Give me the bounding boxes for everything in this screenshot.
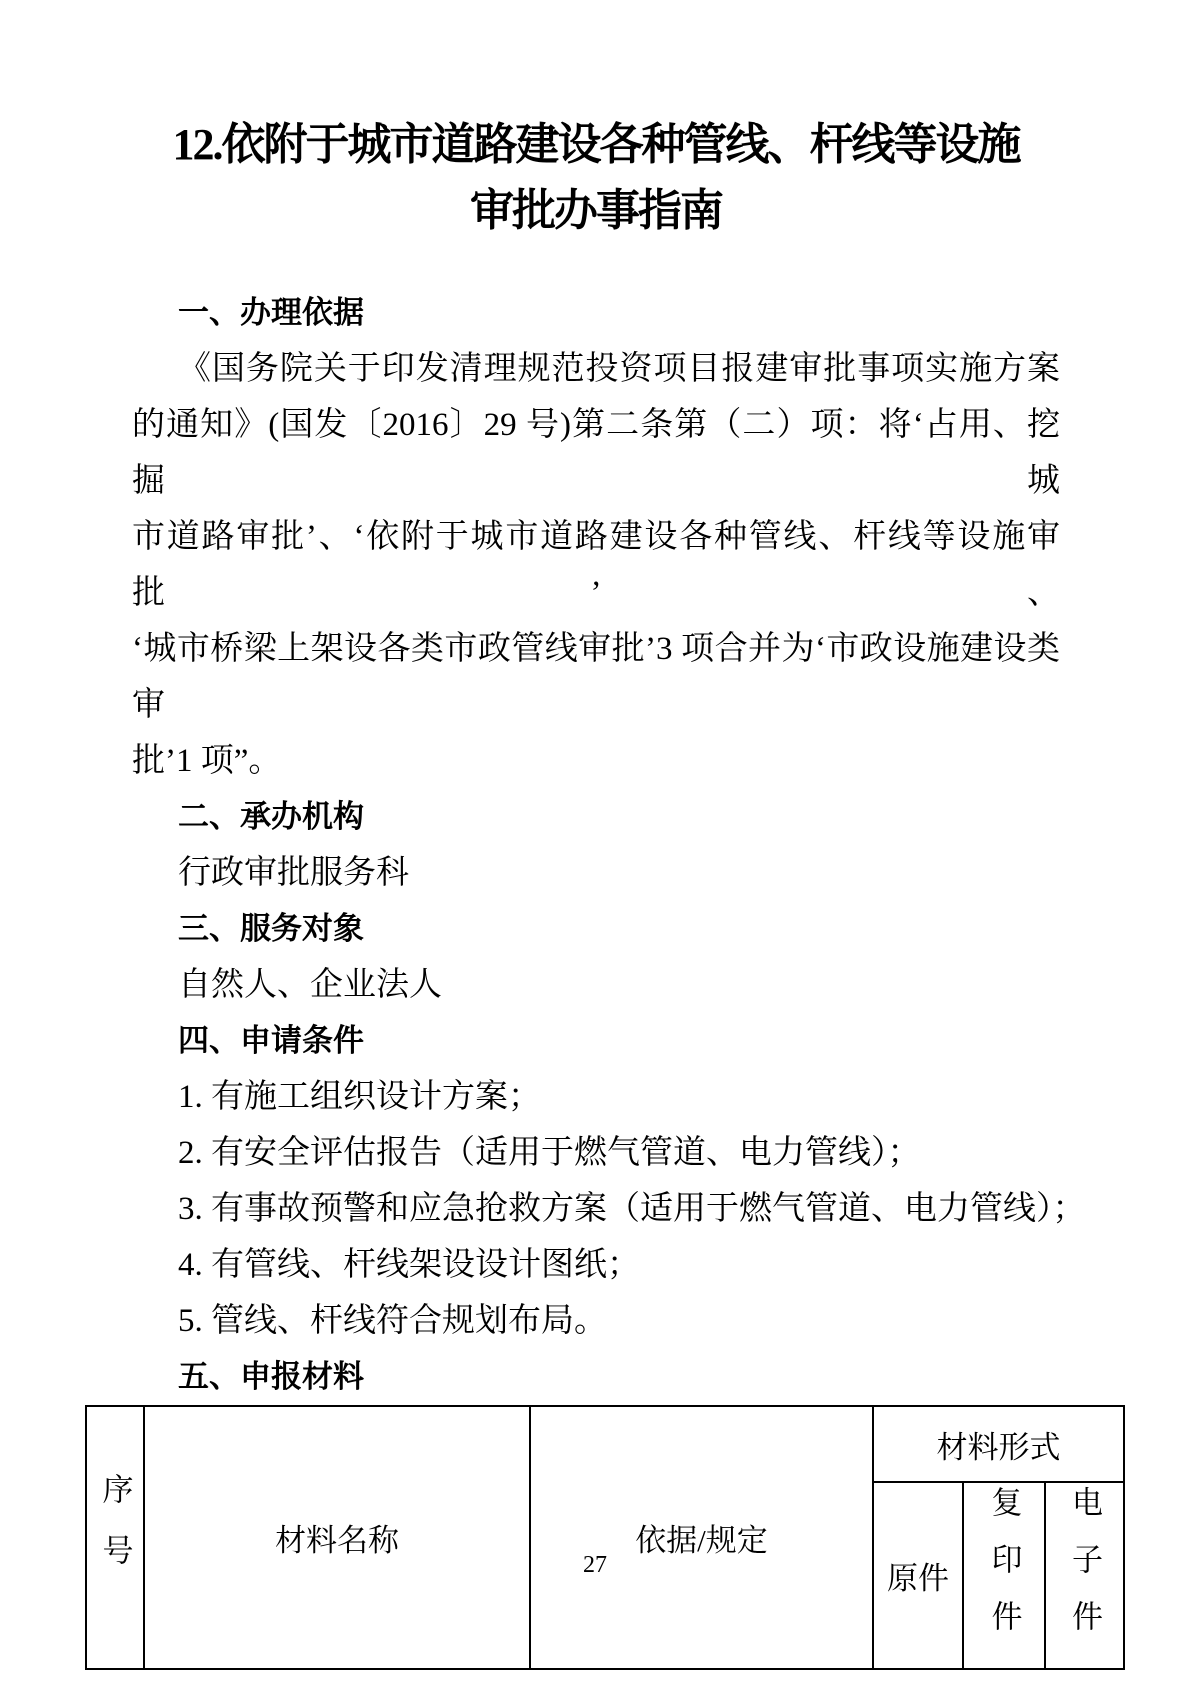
paragraph-line: 《国务院关于印发清理规范投资项目报建审批事项实施方案 — [178, 351, 1060, 387]
condition-item: 4. 有管线、杆线架设设计图纸； — [178, 1247, 640, 1283]
document-content — [97, 112, 1102, 1670]
condition-item: 1. 有施工组织设计方案； — [178, 1079, 541, 1115]
title-line-2: 审批办事指南 — [470, 186, 722, 235]
heading-application-conditions: 四、申请条件 — [178, 1023, 364, 1058]
heading-processing-basis: 一、办理依据 — [178, 295, 364, 330]
condition-item: 3. 有事故预警和应急抢救方案（适用于燃气管道、电力管线）； — [178, 1191, 1086, 1227]
col-header-material-name: 材料名称 — [144, 1406, 530, 1669]
page-number: 27 — [583, 1552, 607, 1578]
title-line-1: 12.依附于城市道路建设各种管线、杆线等设施 — [172, 120, 1020, 169]
heading-application-materials: 五、申报材料 — [178, 1359, 364, 1394]
col-header-index — [86, 1406, 144, 1669]
col-header-original: 原件 — [873, 1482, 963, 1669]
paragraph-line: 市道路审批’、‘依附于城市道路建设各种管线、杆线等设施审批’、 — [132, 519, 1060, 611]
service-target-text: 自然人、企业法人 — [178, 967, 442, 1003]
paragraph-line: 批’1 项”。 — [132, 743, 282, 779]
condition-item: 5. 管线、杆线符合规划布局。 — [178, 1303, 607, 1339]
col-header-basis: 依据/规定 — [530, 1406, 873, 1669]
page-title — [132, 112, 1060, 244]
heading-service-target: 三、服务对象 — [178, 911, 364, 946]
paragraph-line: ‘城市桥梁上架设各类市政管线审批’3 项合并为‘市政设施建设类审 — [132, 631, 1060, 723]
heading-handling-agency: 二、承办机构 — [178, 799, 364, 834]
basis-paragraph — [132, 341, 1060, 789]
agency-name: 行政审批服务科 — [178, 855, 409, 891]
paragraph-line: 的通知》(国发〔2016〕29 号)第二条第（二）项：将‘占用、挖掘城 — [132, 407, 1060, 499]
copy-header-text: 复印件 — [986, 1486, 1022, 1657]
col-header-material-form: 材料形式 — [873, 1406, 1124, 1482]
condition-item: 2. 有安全评估报告（适用于燃气管道、电力管线）； — [178, 1135, 921, 1171]
materials-table — [85, 1405, 1125, 1670]
index-header-text: 序号 — [97, 1472, 133, 1595]
electronic-header-text: 电子件 — [1067, 1486, 1102, 1657]
